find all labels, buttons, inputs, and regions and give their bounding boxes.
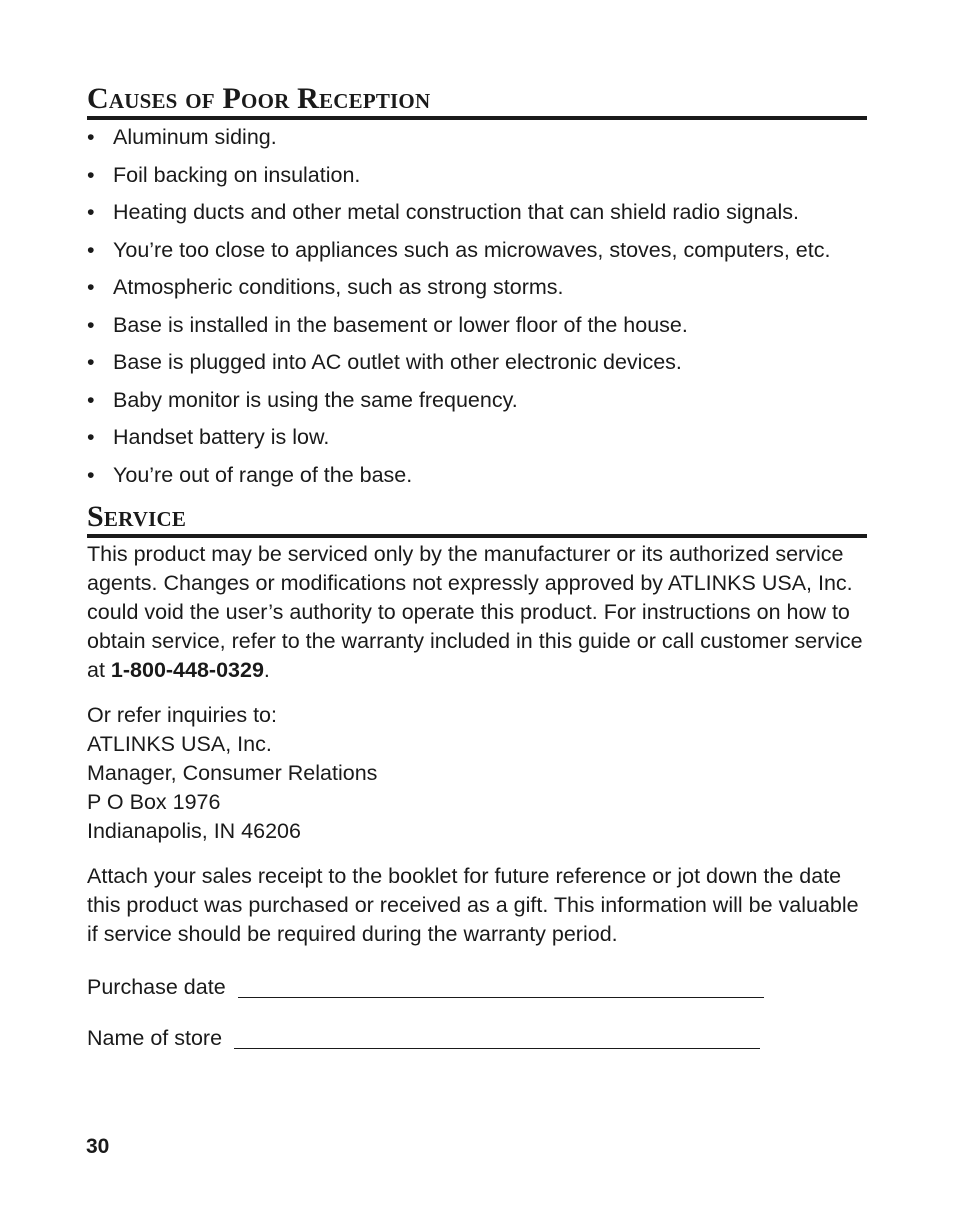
purchase-date-label: Purchase date bbox=[87, 974, 226, 999]
bullet-icon: • bbox=[87, 125, 95, 149]
bullet-icon: • bbox=[87, 275, 95, 299]
address-department: Manager, Consumer Relations bbox=[87, 760, 378, 785]
bullet-icon: • bbox=[87, 237, 95, 262]
list-item: • Base is plugged into AC outlet with other electronic devices. bbox=[87, 348, 867, 377]
purchase-date-blank bbox=[238, 977, 764, 998]
service-paragraph: This product may be serviced only by the manufacturer or its authorized service agents. Changes or modifications not expressly approved by ATLINKS USA, Inc. could void the user’s authority to operate this product. For instructions on how to obtain service, refer to the warranty included in this guide or call customer service at 1-800-448-0329. bbox=[87, 541, 863, 682]
list-item: • You’re too close to appliances such as microwaves, stoves, computers, etc. bbox=[87, 236, 867, 265]
list-item: • Aluminum siding. bbox=[87, 123, 867, 152]
store-name-row bbox=[87, 1024, 867, 1053]
causes-heading: Causes of Poor Reception bbox=[87, 82, 867, 120]
list-item: • Atmospheric conditions, such as strong storms. bbox=[87, 273, 867, 302]
store-name-label: Name of store bbox=[87, 1025, 223, 1050]
list-item: • Handset battery is low. bbox=[87, 423, 867, 452]
inquiries-address bbox=[87, 701, 867, 846]
inquiries-intro: Or refer inquiries to: bbox=[87, 702, 277, 727]
page-number: 30 bbox=[86, 1135, 110, 1158]
address-po-box: P O Box 1976 bbox=[87, 789, 221, 814]
address-city: Indianapolis, IN 46206 bbox=[87, 818, 301, 843]
bullet-icon: • bbox=[87, 162, 95, 187]
bullet-icon: • bbox=[87, 312, 95, 337]
list-item: • Baby monitor is using the same frequency. bbox=[87, 386, 867, 415]
manual-page bbox=[87, 82, 867, 1053]
store-name-blank bbox=[234, 1028, 760, 1049]
service-heading: Service bbox=[87, 500, 867, 538]
customer-service-phone: 1-800-448-0329 bbox=[110, 657, 264, 682]
list-item: • Heating ducts and other metal construction that can shield radio signals. bbox=[87, 198, 867, 227]
list-item: • Foil backing on insulation. bbox=[87, 161, 867, 190]
receipt-paragraph: Attach your sales receipt to the booklet for future reference or jot down the date this product was purchased or received as a gift. This information will be valuable if service should be required during the warranty period. bbox=[87, 863, 859, 946]
bullet-icon: • bbox=[87, 387, 95, 412]
bullet-icon: • bbox=[87, 425, 95, 449]
purchase-date-row bbox=[87, 973, 867, 1002]
causes-list bbox=[87, 123, 867, 490]
bullet-icon: • bbox=[87, 462, 95, 487]
list-item: • You’re out of range of the base. bbox=[87, 461, 867, 490]
bullet-icon: • bbox=[87, 350, 95, 374]
list-item: • Base is installed in the basement or lower floor of the house. bbox=[87, 311, 867, 340]
bullet-icon: • bbox=[87, 200, 95, 224]
address-company: ATLINKS USA, Inc. bbox=[87, 731, 272, 756]
